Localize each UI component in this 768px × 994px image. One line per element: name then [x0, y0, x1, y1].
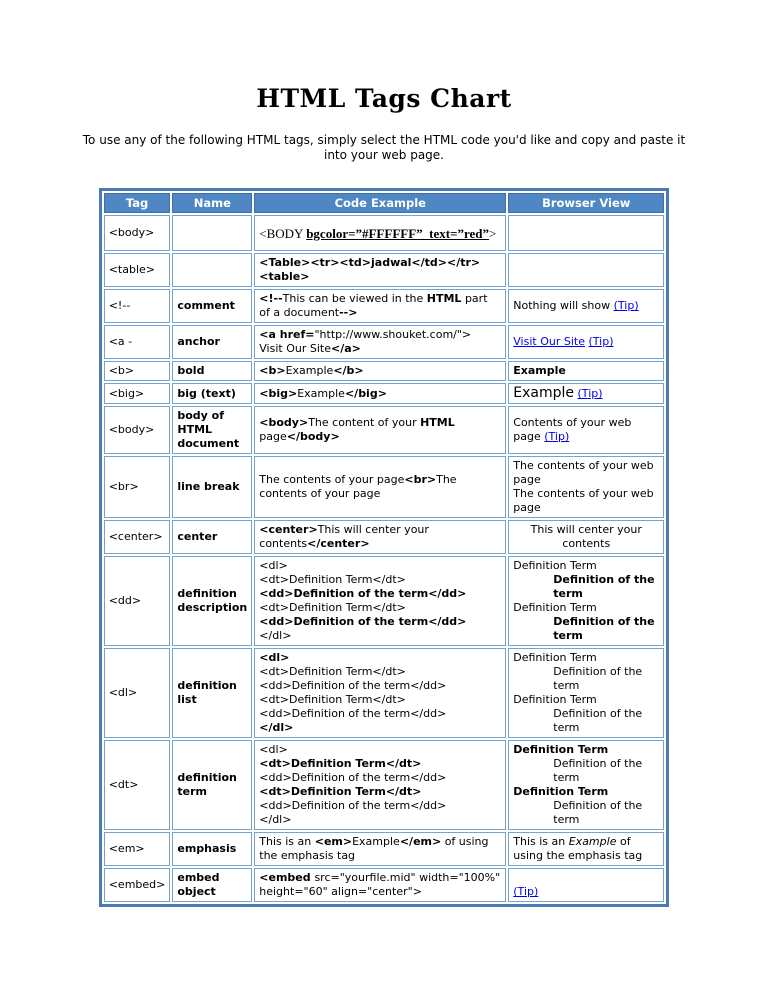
code-line	[259, 615, 501, 629]
code-line	[259, 601, 501, 615]
browser-line	[513, 386, 659, 401]
browser-line	[513, 364, 659, 378]
column-header-name: Name	[172, 193, 252, 213]
browser-line	[513, 835, 659, 863]
text-segment: <dl>	[259, 651, 290, 664]
text-segment: <embed	[259, 871, 315, 884]
tip-link[interactable]: (Tip)	[513, 885, 539, 898]
tag-cell: <!--	[104, 289, 171, 323]
tag-cell: <body>	[104, 406, 171, 454]
name-cell: big (text)	[172, 383, 252, 404]
text-segment: This is an	[259, 835, 315, 848]
tip-link[interactable]: (Tip)	[613, 299, 639, 312]
tag-cell: <dd>	[104, 556, 171, 646]
text-segment: Example	[297, 386, 345, 400]
text-segment: <dt>Definition Term</dt>	[259, 693, 406, 706]
browser-line	[513, 459, 659, 487]
text-segment: </dl>	[259, 629, 292, 642]
code-example-cell	[254, 215, 506, 251]
table-row	[104, 868, 665, 902]
text-segment: <dt>Definition Term</dt>	[259, 601, 406, 614]
code-example-cell	[254, 556, 506, 646]
code-line	[259, 785, 501, 799]
text-segment: <dt>Definition Term</dt>	[259, 757, 422, 770]
code-line	[259, 679, 501, 693]
text-segment: Definition Term	[513, 785, 609, 798]
table-row	[104, 361, 665, 381]
text-segment: <dd>Definition of the term</dd>	[259, 587, 467, 600]
table-row	[104, 253, 665, 287]
code-line	[259, 665, 501, 679]
column-header-browser-view: Browser View	[508, 193, 664, 213]
code-example-cell	[254, 325, 506, 359]
browser-line	[553, 799, 659, 827]
code-line	[259, 559, 501, 573]
text-segment: Definition Term	[513, 601, 597, 614]
code-line	[259, 292, 501, 320]
text-segment: <dt>Definition Term</dt>	[259, 665, 406, 678]
text-segment: <big>	[259, 386, 298, 400]
text-segment: The content of your	[308, 416, 421, 429]
text-segment: <Table><tr><td>jadwal</td></tr><table>	[259, 256, 481, 283]
browser-line	[513, 871, 659, 885]
text-segment: Definition Term	[513, 559, 597, 572]
text-segment: Example	[285, 364, 334, 377]
text-segment: bgcolor=”#FFFFFF” text=”red”	[306, 225, 490, 241]
text-segment: src="yourfile.mid" width="100%" height="60" align="center">	[259, 871, 501, 898]
code-line	[259, 573, 501, 587]
name-cell: center	[172, 520, 252, 554]
table-row	[104, 832, 665, 866]
code-example-cell	[254, 832, 506, 866]
browser-view-cell	[508, 383, 664, 404]
browser-view-cell	[508, 740, 664, 830]
text-segment: <dd>Definition of the term</dd>	[259, 615, 467, 628]
text-segment: Example	[352, 835, 400, 848]
browser-line	[553, 573, 659, 601]
tag-cell: <em>	[104, 832, 171, 866]
table-row	[104, 648, 665, 738]
tag-cell: <embed>	[104, 868, 171, 902]
browser-line	[553, 665, 659, 693]
browser-line	[513, 885, 659, 899]
text-segment: </b>	[333, 364, 364, 377]
text-segment: </a>	[330, 342, 361, 355]
text-segment: <dd>Definition of the term</dd>	[259, 799, 447, 812]
browser-view-cell	[508, 215, 664, 251]
tag-cell: <br>	[104, 456, 171, 518]
browser-line	[513, 299, 659, 313]
text-segment: <dt>Definition Term</dt>	[259, 785, 422, 798]
browser-line	[553, 757, 659, 785]
text-segment: <BODY	[259, 225, 307, 241]
text-segment: >	[489, 225, 497, 241]
text-segment: page	[259, 430, 287, 443]
tip-link[interactable]: (Tip)	[577, 387, 603, 400]
text-segment: Definition Term	[513, 651, 597, 664]
tag-cell: <a -	[104, 325, 171, 359]
code-line	[259, 473, 501, 501]
browser-view-cell	[508, 325, 664, 359]
text-segment: <b>	[259, 364, 286, 377]
name-cell: bold	[172, 361, 252, 381]
table-header-row	[104, 193, 665, 213]
code-line	[259, 743, 501, 757]
visit-our-site-link[interactable]: Visit Our Site	[513, 335, 585, 348]
code-example-cell	[254, 868, 506, 902]
text-segment: The contents of your page	[259, 473, 457, 500]
code-example-cell	[254, 253, 506, 287]
tag-cell: <body>	[104, 215, 171, 251]
code-example-cell	[254, 289, 506, 323]
text-segment: Example	[513, 385, 575, 401]
code-line	[259, 707, 501, 721]
code-example-cell	[254, 648, 506, 738]
page-subtitle: To use any of the following HTML tags, simply select the HTML code you'd like and copy and paste it into your web page.	[82, 133, 686, 162]
text-segment: This can be viewed in the	[282, 292, 427, 305]
text-segment: <!--	[259, 292, 283, 305]
code-line	[259, 693, 501, 707]
text-segment: Definition of the term	[553, 615, 655, 642]
browser-line	[513, 559, 659, 573]
name-cell: embed object	[172, 868, 252, 902]
browser-line	[513, 335, 659, 349]
text-segment: Definition Term	[513, 693, 597, 706]
text-segment: This will center your contents	[530, 523, 642, 550]
text-segment: </body>	[286, 430, 340, 443]
tag-cell: <center>	[104, 520, 171, 554]
name-cell: definition description	[172, 556, 252, 646]
code-line	[259, 328, 501, 342]
text-segment: This will center your contents	[259, 523, 429, 550]
text-segment: of using the emphasis tag	[259, 835, 489, 862]
browser-view-cell	[508, 556, 664, 646]
browser-view-cell	[508, 648, 664, 738]
text-segment: <dd>Definition of the term</dd>	[259, 771, 447, 784]
text-segment: This is an	[513, 835, 569, 848]
text-segment: -->	[339, 306, 358, 319]
text-segment: Contents of your web page	[513, 416, 632, 443]
text-segment: </em>	[399, 835, 442, 848]
browser-view-cell	[508, 253, 664, 287]
browser-view-cell	[508, 456, 664, 518]
text-segment: The contents of your page	[259, 473, 405, 486]
browser-view-cell	[508, 406, 664, 454]
tag-cell: <dl>	[104, 648, 171, 738]
browser-view-cell	[508, 361, 664, 381]
text-segment: Definition Term	[513, 743, 609, 756]
code-line	[259, 771, 501, 785]
text-segment: Visit Our Site	[259, 342, 331, 355]
name-cell: body of HTML document	[172, 406, 252, 454]
code-line	[259, 523, 501, 551]
browser-line	[513, 416, 659, 444]
text-segment: <dd>Definition of the term</dd>	[259, 707, 447, 720]
text-segment: Definition of the term	[553, 799, 643, 826]
browser-view-cell	[508, 520, 664, 554]
text-segment: </center>	[307, 537, 370, 550]
column-header-code-example: Code Example	[254, 193, 506, 213]
browser-line	[553, 615, 659, 643]
browser-line	[513, 743, 659, 757]
table-row	[104, 289, 665, 323]
text-segment: </dl>	[259, 721, 294, 734]
text-segment: </big>	[344, 386, 387, 400]
text-segment: <a href=	[259, 328, 315, 341]
code-line	[259, 629, 501, 643]
text-segment: "http://www.shouket.com/">	[314, 328, 472, 341]
code-line	[259, 721, 501, 735]
browser-line	[553, 707, 659, 735]
tip-link[interactable]: (Tip)	[588, 335, 614, 348]
page-title: HTML Tags Chart	[256, 84, 512, 113]
text-segment: </dl>	[259, 813, 292, 826]
text-segment: Example	[568, 835, 617, 848]
code-example-cell	[254, 361, 506, 381]
code-line	[259, 364, 501, 378]
name-cell: anchor	[172, 325, 252, 359]
table-row	[104, 556, 665, 646]
text-segment: <em>	[314, 835, 353, 848]
browser-line	[513, 601, 659, 615]
code-example-cell	[254, 740, 506, 830]
name-cell	[172, 253, 252, 287]
text-segment: HTML	[420, 416, 455, 429]
code-example-cell	[254, 406, 506, 454]
tag-cell: <dt>	[104, 740, 171, 830]
table-row	[104, 383, 665, 404]
browser-line	[513, 693, 659, 707]
text-segment: The contents of your web page	[513, 459, 654, 486]
tag-cell: <big>	[104, 383, 171, 404]
code-line	[259, 256, 501, 284]
code-line	[259, 651, 501, 665]
text-segment: Definition of the term	[553, 707, 643, 734]
text-segment: Nothing will show	[513, 299, 614, 312]
tag-cell: <table>	[104, 253, 171, 287]
code-example-cell	[254, 383, 506, 404]
text-segment: Example	[513, 364, 566, 377]
browser-line	[513, 651, 659, 665]
table-row	[104, 406, 665, 454]
code-line	[259, 342, 501, 356]
browser-line	[513, 487, 659, 515]
code-line	[259, 387, 501, 401]
table-row	[104, 215, 665, 251]
code-line	[259, 813, 501, 827]
name-cell	[172, 215, 252, 251]
name-cell: definition term	[172, 740, 252, 830]
code-line	[259, 835, 501, 863]
code-line	[259, 799, 501, 813]
text-segment: <center>	[259, 523, 318, 536]
tag-cell: <b>	[104, 361, 171, 381]
text-segment: <body>	[259, 416, 309, 429]
text-segment: Definition of the term	[553, 665, 643, 692]
text-segment: <br>	[404, 473, 437, 486]
code-line	[259, 226, 501, 241]
text-segment: Definition of the term	[553, 757, 643, 784]
html-tags-table	[99, 188, 670, 907]
browser-view-cell	[508, 289, 664, 323]
tip-link[interactable]: (Tip)	[544, 430, 570, 443]
code-example-cell	[254, 520, 506, 554]
name-cell: line break	[172, 456, 252, 518]
text-segment: part of a document	[259, 292, 488, 319]
text-segment: <dl>	[259, 559, 288, 572]
text-segment: The contents of your web page	[513, 487, 654, 514]
name-cell: comment	[172, 289, 252, 323]
code-line	[259, 757, 501, 771]
column-header-tag: Tag	[104, 193, 171, 213]
code-example-cell	[254, 456, 506, 518]
code-line	[259, 587, 501, 601]
text-segment: of using the emphasis tag	[513, 835, 643, 862]
browser-view-cell	[508, 832, 664, 866]
text-segment: HTML	[426, 292, 462, 305]
name-cell: emphasis	[172, 832, 252, 866]
browser-line	[513, 523, 659, 551]
text-segment: Definition of the term	[553, 573, 655, 600]
code-line	[259, 416, 501, 444]
browser-view-cell	[508, 868, 664, 902]
table-row	[104, 325, 665, 359]
browser-line	[513, 785, 659, 799]
table-row	[104, 520, 665, 554]
text-segment: <dd>Definition of the term</dd>	[259, 679, 447, 692]
table-row	[104, 740, 665, 830]
text-segment: <dt>Definition Term</dt>	[259, 573, 406, 586]
text-segment: <dl>	[259, 743, 288, 756]
code-line	[259, 871, 501, 899]
name-cell: definition list	[172, 648, 252, 738]
table-row	[104, 456, 665, 518]
